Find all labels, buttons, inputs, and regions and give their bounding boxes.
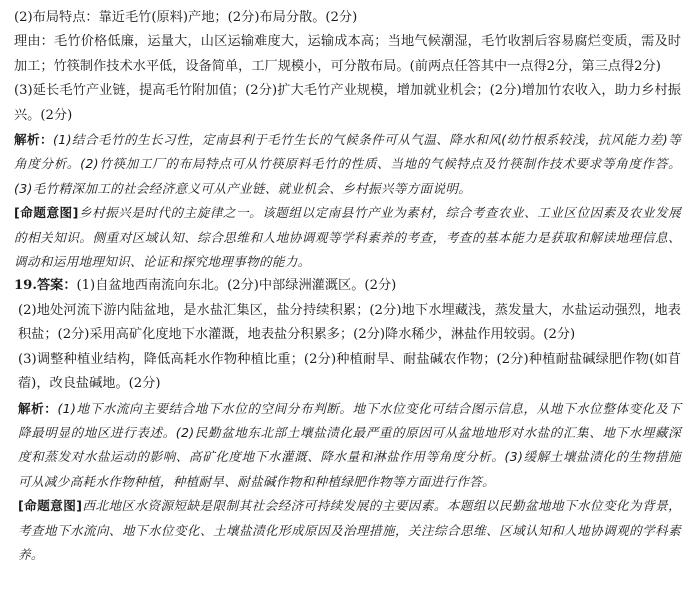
q18-part3-answer: (3)延长毛竹产业链，提高毛竹附加值；(2分)扩大毛竹产业规模，增加就业机会；(2分)增加竹农收入，助力乡村振兴。(2分): [14, 83, 681, 123]
question-number: 19.: [14, 278, 37, 294]
q19-answer-line: [14, 274, 681, 298]
q19-analysis-text: (1)地下水流向主要结合地下水位的空间分布判断。地下水位变化可结合图示信息，从地下水位整体变化及下降最明显的地区进行表述。(2)民勤盆地东北部土壤盐渍化最严重的原因可从盆地地形对水盐的汇集、地下水埋藏深度和蒸发对水盐运动的影响、高矿化度地下水灌溉、降水量和淋盐作用等角度分析。(3)缓解土壤盐渍化的生物措施可从减少高耗水作物种植，种植耐旱、耐盐碱作物和种植绿肥作物等方面进行作答。: [18, 400, 681, 489]
q18-analysis: [14, 128, 681, 201]
q19-part2-answer: (2)地处河流下游内陆盆地，是水盐汇集区，盐分持续积累；(2分)地下水埋藏浅，蒸发量大，水盐运动强烈，地表积盐；(2分)采用高矿化度地下水灌溉，地表盐分积累多；(2分)降水稀少，淋盐作用较弱。(2分): [18, 302, 681, 343]
q18-intent-text: 乡村振兴是时代的主旋律之一。该题组以定南县竹产业为素材，综合考查农业、工业区位因素及农业发展的相关知识。侧重对区域认知、综合思维和人地协调观等学科素养的考查，考查的基本能力是获取和解读地理信息、调动和运用地理知识、论证和探究地理事物的能力。: [14, 205, 681, 270]
q18-part2-reason: 理由：毛竹价格低廉，运量大，山区运输难度大，运输成本高；当地气候潮湿，毛竹收割后容易腐烂变质，需及时加工；竹筷制作技术水平低，设备简单，工厂规模小，可分散布局。(前两点任答其中一点得2分，第三点得2分): [14, 34, 681, 74]
q19-intent: [14, 494, 681, 567]
intent-label: [命题意图]: [18, 498, 83, 514]
q18-intent: [14, 201, 681, 274]
q19-analysis: [14, 397, 681, 495]
q18-analysis-text: (1)结合毛竹的生长习性，定南县利于毛竹生长的气候条件可从气温、降水和风(幼竹根系较浅，抗风能力差)等角度分析。(2)竹筷加工厂的布局特点可从竹筷原料毛竹的性质、当地的气候特点及竹筷制作技术要求等角度作答。(3)毛竹精深加工的社会经济意义可从产业链、就业机会、乡村振兴等方面说明。: [14, 132, 682, 196]
analysis-label: 解析：: [14, 132, 54, 148]
q18-part2-answer: (2)布局特点：靠近毛竹(原料)产地；(2分)布局分散。(2分): [14, 10, 358, 25]
q19-part3-answer: (3)调整种植业结构，降低高耗水作物种植比重；(2分)种植耐旱、耐盐碱农作物；(2分)种植耐盐碱绿肥作物(如苜蓿)，改良盐碱地。(2分): [18, 351, 681, 392]
intent-label: [命题意图]: [14, 205, 79, 221]
analysis-label: 解析：: [18, 400, 58, 416]
q19-part1-answer: (1)自盆地西南流向东北。(2分)中部绿洲灌溉区。(2分): [76, 278, 397, 294]
q19-intent-text: 西北地区水资源短缺是限制其社会经济可持续发展的主要因素。本题组以民勤盆地地下水位变化为背景，考查地下水流向、地下水位变化、土壤盐渍化形成原因及治理措施，关注综合思维、区域认知和人地协调观的学科素养。: [18, 498, 681, 562]
answer-label: 答案：: [36, 278, 77, 294]
